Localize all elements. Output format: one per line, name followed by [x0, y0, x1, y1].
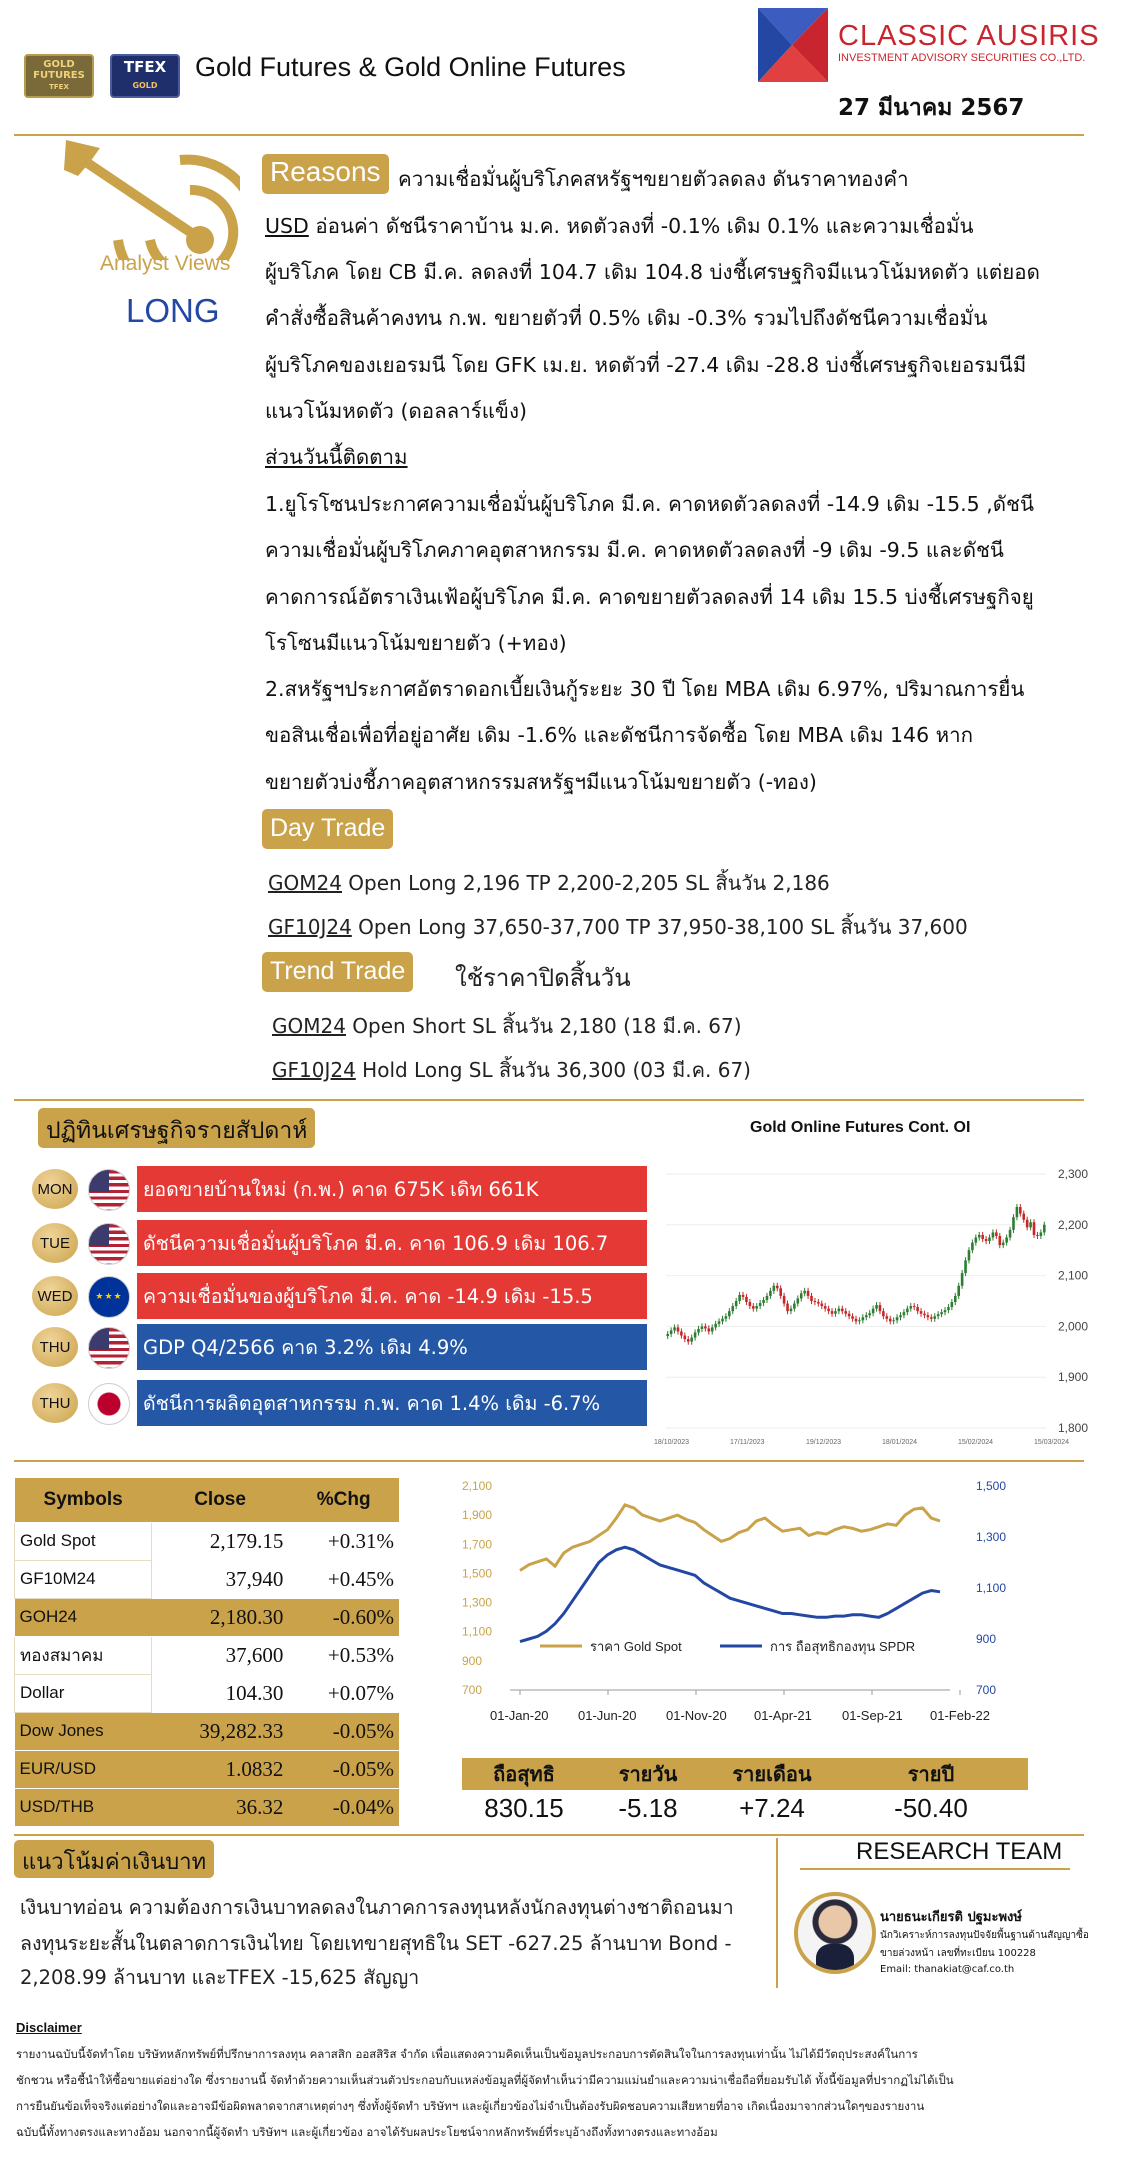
candle-body: [981, 1235, 984, 1239]
header-symbols: Symbols: [15, 1478, 152, 1522]
candle-body: [725, 1316, 728, 1319]
candle-body: [1002, 1243, 1005, 1246]
y-left-tick-label: 900: [462, 1653, 483, 1668]
candle-body: [742, 1295, 745, 1297]
candle-body: [790, 1309, 793, 1312]
candle-body: [810, 1296, 813, 1301]
candle-body: [862, 1317, 865, 1320]
header-close: Close: [152, 1478, 289, 1522]
y-tick-label: 2,200: [1058, 1217, 1089, 1232]
candle-body: [714, 1324, 717, 1328]
candle-body: [666, 1334, 669, 1336]
analyst-caption: Analyst Views: [100, 252, 231, 275]
candle-body: [951, 1302, 954, 1307]
event-text: ยอดขายบ้านใหม่ (ก.พ.) คาด 675K เดิท 661K: [137, 1166, 647, 1212]
candle-body: [735, 1301, 738, 1306]
baht-line-3: 2,208.99 ล้านบาท และTFEX -15,625 สัญญา: [20, 1966, 420, 1989]
candle-body: [954, 1296, 957, 1302]
us-flag-icon: [88, 1169, 130, 1211]
candle-body: [944, 1310, 947, 1312]
y-right-tick-label: 1,100: [976, 1581, 1007, 1595]
analyst-email: Email: thanakiat@caf.co.th: [880, 1964, 1015, 1975]
disclaimer-line-1: รายงานฉบับนี้จัดทำโดย บริษัทหลักทรัพย์ที่ปรึกษาการลงทุน คลาสสิก ออสสิริส จำกัด เพื่อแสดงความคิดเห็นเป็นข้อมูลประกอบการตัดสินใจในการลงทุนเท่านั้น ไม่ได้มีวัตถุประสงค์ในการ: [16, 2047, 918, 2061]
gold-oi-candlestick-chart: [648, 1150, 1118, 1450]
trend-trade-label: Trend Trade: [262, 952, 413, 992]
candle-body: [738, 1295, 741, 1301]
candle-body: [858, 1320, 861, 1321]
day-badge: WED: [32, 1276, 78, 1316]
disclaimer-line-4: ฉบับนี้ทั้งทางตรงและทางอ้อม นอกจากนี้ผู้จัดทำ บริษัทฯ และผู้เกี่ยวข้อง อาจได้รับผลประโยชน์จากหลักทรัพย์ที่ระบุอ้างถึงทั้งทางตรงและทางอ้อม: [16, 2125, 718, 2139]
candle-body: [694, 1332, 697, 1337]
candle-body: [851, 1316, 854, 1319]
candle-body: [793, 1304, 796, 1309]
candle-body: [927, 1315, 930, 1317]
fund-value-net: 830.15: [484, 1792, 564, 1823]
candle-body: [680, 1331, 683, 1335]
candle-body: [800, 1293, 803, 1298]
trend-trade-symbol: GOM24: [272, 1014, 346, 1038]
candle-body: [865, 1315, 868, 1317]
candle-body: [1036, 1235, 1039, 1236]
day-trade-item-1: GOM24 Open Long 2,196 TP 2,200-2,205 SL สิ้นวัน 2,186: [268, 871, 830, 895]
candle-body: [930, 1317, 933, 1319]
candle-body: [773, 1286, 776, 1291]
table-row: ทองสมาคม 37,600 +0.53%: [15, 1636, 400, 1674]
day-trade-label: Day Trade: [262, 809, 393, 849]
watch-line-4: โรโซนมีแนวโน้มขยายตัว (+ทอง): [265, 631, 567, 655]
y-tick-label: 1,900: [1058, 1370, 1089, 1385]
table-row: Dow Jones 39,282.33 -0.05%: [15, 1712, 400, 1750]
y-right-tick-label: 900: [976, 1632, 997, 1646]
candle-body: [807, 1291, 810, 1296]
candle-body: [1043, 1225, 1046, 1233]
calendar-event: [22, 1166, 652, 1212]
analyst-avatar: [794, 1892, 876, 1974]
candle-body: [892, 1320, 895, 1321]
candle-body: [913, 1306, 916, 1307]
candle-body: [886, 1316, 889, 1319]
candle-body: [1029, 1222, 1032, 1227]
candle-body: [779, 1288, 782, 1296]
y-left-tick-label: 2,100: [462, 1479, 493, 1493]
candle-body: [824, 1306, 827, 1309]
x-tick-label: 01-Nov-20: [666, 1708, 727, 1723]
us-flag-icon: [88, 1327, 130, 1369]
candle-body: [995, 1232, 998, 1236]
analyst-view: LONG: [126, 292, 220, 329]
candle-body: [1040, 1232, 1043, 1236]
candle-body: [906, 1309, 909, 1313]
candle-body: [855, 1319, 858, 1322]
candle-body: [920, 1311, 923, 1314]
reasons-headline: ความเชื่อมั่นผู้บริโภคสหรัฐฯขยายตัวลดลง ดันราคาทองคำ: [398, 167, 909, 191]
y-left-tick-label: 700: [462, 1683, 483, 1697]
calendar-event: [22, 1273, 652, 1319]
watch-label: ส่วนวันนี้ติดตาม: [265, 445, 408, 469]
fund-value-yearly: -50.40: [894, 1792, 968, 1823]
candle-body: [1019, 1207, 1022, 1214]
section-divider: [14, 1460, 1084, 1462]
research-divider: [776, 1838, 778, 1988]
y-tick-label: 2,000: [1058, 1319, 1089, 1334]
analyst-role: นักวิเคราะห์การลงทุนปัจจัยพื้นฐานด้านสัญญาซื้อ: [880, 1930, 1089, 1941]
table-row: GF10M24 37,940 +0.45%: [15, 1560, 400, 1598]
candle-body: [762, 1300, 765, 1303]
reason-line-1: USD อ่อนค่า ดัชนีราคาบ้าน ม.ค. หดตัวลงที่ -0.1% เดิม 0.1% และความเชื่อมั่น: [265, 214, 974, 238]
candle-body: [769, 1291, 772, 1296]
calendar-event: [22, 1220, 652, 1266]
candle-body: [903, 1312, 906, 1315]
table-row: EUR/USD 1.0832 -0.05%: [15, 1750, 400, 1788]
candle-body: [937, 1314, 940, 1316]
candle-body: [1022, 1214, 1025, 1220]
brand-subtitle: INVESTMENT ADVISORY SECURITIES CO.,LTD.: [838, 52, 1086, 64]
watch-line-1: 1.ยูโรโซนประกาศความเชื่อมั่นผู้บริโภค มี.ค. คาดหดตัวลดลงที่ -14.9 เดิม -15.5 ,ดัชนี: [265, 492, 1034, 516]
event-text: GDP Q4/2566 คาด 3.2% เดิม 4.9%: [137, 1324, 647, 1370]
day-badge: TUE: [32, 1223, 78, 1263]
candle-body: [690, 1338, 693, 1342]
disclaimer-line-3: การยืนยันข้อเท็จจริงแต่อย่างใดและอาจมีข้อผิดพลาดจากสาเหตุต่างๆ ซึ่งทั้งผู้จัดทำ บริษัทฯ และผู้เกี่ยวข้องไม่จำเป็นต้องรับผิดชอบความเสียหายที่อาจ เกิดเนื่องมาจากส่วนใดๆของรายงาน: [16, 2099, 925, 2113]
analyst-name: นายธนะเกียรติ ปฐมะพงษ์: [880, 1910, 1022, 1925]
page-title: Gold Futures & Gold Online Futures: [195, 52, 626, 82]
baht-line-2: ลงทุนระยะสั้นในตลาดการเงินไทย โดยเทขายสุทธิใน SET -627.25 ล้านบาท Bond -: [20, 1932, 732, 1955]
section-divider: [14, 1834, 1084, 1836]
candle-body: [834, 1311, 837, 1314]
candle-body: [940, 1312, 943, 1314]
candle-body: [896, 1317, 899, 1320]
legend-label: การ ถือสุทธิกองทุน SPDR: [770, 1639, 916, 1654]
y-tick-label: 2,300: [1058, 1167, 1089, 1181]
header-divider: [14, 134, 1084, 136]
candle-body: [707, 1328, 710, 1331]
reason-line-4: ผู้บริโภคของเยอรมนี โดย GFK เม.ย. หดตัวที่ -27.4 เดิม -28.8 บ่งชี้เศรษฐกิจเยอรมนีมี: [265, 353, 1027, 377]
candle-body: [670, 1330, 673, 1334]
candle-body: [848, 1314, 851, 1317]
fund-header-net: ถือสุทธิ: [462, 1758, 586, 1790]
candle-body: [684, 1336, 687, 1340]
candle-body: [899, 1315, 902, 1317]
candle-body: [677, 1327, 680, 1331]
candle-body: [916, 1307, 919, 1311]
event-text: ความเชื่อมั่นของผู้บริโภค มี.ค. คาด -14.9 เดิม -15.5: [137, 1273, 647, 1319]
y-left-tick-label: 1,500: [462, 1566, 493, 1581]
event-text: ดัชนีความเชื่อมั่นผู้บริโภค มี.ค. คาด 106.9 เดิม 106.7: [137, 1220, 647, 1266]
candle-body: [844, 1311, 847, 1314]
baht-label: แนวโน้มค่าเงินบาท: [14, 1840, 214, 1878]
candle-body: [711, 1327, 714, 1331]
candle-body: [701, 1326, 704, 1329]
legend-label: ราคา Gold Spot: [590, 1639, 682, 1654]
candle-body: [718, 1321, 721, 1324]
candle-body: [923, 1314, 926, 1316]
candle-body: [882, 1311, 885, 1316]
candle-body: [1033, 1222, 1036, 1235]
candle-body: [992, 1232, 995, 1237]
table-row: Dollar 104.30 +0.07%: [15, 1674, 400, 1712]
candle-body: [1016, 1207, 1019, 1217]
calendar-label: ปฏิทินเศรษฐกิจรายสัปดาห์: [38, 1108, 315, 1148]
candle-body: [817, 1302, 820, 1304]
calendar-event: [22, 1324, 652, 1370]
candle-body: [786, 1304, 789, 1312]
trend-trade-symbol: GF10J24: [272, 1058, 356, 1082]
reasons-label: Reasons: [262, 154, 389, 194]
reason-line-3: คำสั่งซื้อสินค้าคงทน ก.พ. ขยายตัวที่ 0.5% เดิม -0.3% รวมไปถึงดัชนีความเชื่อมั่น: [265, 306, 988, 330]
header-chg: %Chg: [288, 1478, 399, 1522]
y-left-tick-label: 1,700: [462, 1537, 493, 1552]
oi-chart-title: Gold Online Futures Cont. OI: [750, 1119, 971, 1136]
candle-body: [1012, 1217, 1015, 1230]
calendar-event: [22, 1380, 652, 1426]
candle-body: [978, 1235, 981, 1238]
table-row: USD/THB 36.32 -0.04%: [15, 1788, 400, 1826]
x-tick-label: 01-Feb-22: [930, 1708, 990, 1723]
section-divider: [14, 1099, 1084, 1101]
candle-body: [766, 1296, 769, 1300]
x-tick-label: 15/02/2024: [958, 1439, 994, 1446]
candle-body: [687, 1339, 690, 1342]
tfex-logo: TFEX GOLD: [110, 54, 180, 98]
watch-line-6: ขอสินเชื่อเพื่อที่อยู่อาศัย เดิม -1.6% และดัชนีการจัดซื้อ โดย MBA เดิม 146 หาก: [265, 723, 974, 747]
candle-body: [947, 1307, 950, 1310]
candle-body: [985, 1239, 988, 1241]
x-tick-label: 17/11/2023: [730, 1439, 765, 1446]
candle-body: [827, 1309, 830, 1312]
trend-trade-item-2: GF10J24 Hold Long SL สิ้นวัน 36,300 (03 มี.ค. 67): [272, 1058, 751, 1082]
candle-body: [814, 1301, 817, 1302]
jp-flag-icon: [88, 1383, 130, 1425]
day-trade-symbol: GOM24: [268, 871, 342, 895]
candle-body: [838, 1309, 841, 1312]
brand-name: CLASSIC AUSIRIS: [838, 20, 1100, 52]
price-table: [14, 1478, 399, 1827]
fund-header-monthly: รายเดือน: [710, 1758, 834, 1790]
candle-body: [752, 1306, 755, 1309]
candle-body: [673, 1327, 676, 1330]
day-badge: MON: [32, 1169, 78, 1209]
candle-body: [731, 1306, 734, 1311]
candle-body: [820, 1304, 823, 1307]
candle-body: [957, 1286, 960, 1296]
eu-flag-icon: ★★★: [88, 1276, 130, 1318]
candle-body: [841, 1309, 844, 1312]
candle-body: [875, 1305, 878, 1309]
y-tick-label: 2,100: [1058, 1268, 1089, 1283]
candle-body: [697, 1329, 700, 1333]
candle-body: [831, 1311, 834, 1314]
x-tick-label: 19/12/2023: [806, 1439, 842, 1446]
gold-spdr-line-chart: [440, 1470, 1040, 1750]
gold-futures-logo: GOLD FUTURES TFEX: [24, 54, 94, 98]
candle-body: [971, 1243, 974, 1251]
x-tick-label: 01-Jun-20: [578, 1708, 637, 1723]
day-badge: THU: [32, 1327, 78, 1367]
y-right-tick-label: 1,500: [976, 1479, 1007, 1493]
watch-line-2: ความเชื่อมั่นผู้บริโภคภาคอุตสาหกรรม มี.ค. คาดหดตัวลดลงที่ -9 เดิม -9.5 และดัชนี: [265, 538, 1004, 562]
fund-header-yearly: รายปี: [834, 1758, 1028, 1790]
candle-body: [797, 1298, 800, 1303]
candle-body: [759, 1303, 762, 1306]
disclaimer-title: Disclaimer: [16, 2020, 82, 2035]
candle-body: [783, 1296, 786, 1304]
candle-body: [745, 1297, 748, 1302]
candle-body: [1005, 1238, 1008, 1243]
reason-line-5: แนวโน้มหดตัว (ดอลลาร์แข็ง): [265, 399, 527, 423]
fund-value-daily: -5.18: [618, 1792, 678, 1823]
table-header: [15, 1478, 400, 1522]
research-title-underline: [800, 1868, 1070, 1870]
fund-header-daily: รายวัน: [586, 1758, 710, 1790]
reason-line-2: ผู้บริโภค โดย CB มี.ค. ลดลงที่ 104.7 เดิม 104.8 บ่งชี้เศรษฐกิจมีแนวโน้มหดตัว แต่ยอด: [265, 260, 1040, 284]
trend-trade-note: ใช้ราคาปิดสิ้นวัน: [455, 964, 631, 992]
y-left-tick-label: 1,900: [462, 1508, 493, 1523]
day-trade-item-2: GF10J24 Open Long 37,650-37,700 TP 37,950-38,100 SL สิ้นวัน 37,600: [268, 915, 968, 939]
candle-body: [889, 1319, 892, 1322]
y-left-tick-label: 1,300: [462, 1595, 493, 1610]
candle-body: [968, 1250, 971, 1260]
candle-body: [803, 1291, 806, 1294]
us-flag-icon: [88, 1223, 130, 1265]
day-badge: THU: [32, 1383, 78, 1423]
report-date: 27 มีนาคม 2567: [838, 95, 1025, 121]
table-row: GOH24 2,180.30 -0.60%: [15, 1598, 400, 1636]
candle-body: [998, 1236, 1001, 1245]
series-line: [520, 1547, 940, 1641]
baht-line-1: เงินบาทอ่อน ความต้องการเงินบาทลดลงในภาคการลงทุนหลังนักลงทุนต่างชาติถอนมา: [20, 1896, 734, 1919]
candle-body: [961, 1273, 964, 1286]
disclaimer-line-2: ชักชวน หรือชี้นำให้ซื้อขายแต่อย่างใด ซึ่งรายงานนี้ จัดทำด้วยความเห็นส่วนตัวประกอบกับแหล่งข้อมูลที่ผู้จัดทำเห็นว่ามีความแม่นยำและความน่าเชื่อถือที่ยอมรับได้ ทั้งนี้ข้อมูลที่ปรากฏไม่ได้เป็น: [16, 2073, 954, 2087]
candle-body: [755, 1306, 758, 1309]
series-line: [520, 1505, 940, 1571]
candle-body: [749, 1302, 752, 1306]
candle-body: [975, 1238, 978, 1243]
y-left-tick-label: 1,100: [462, 1624, 493, 1639]
candle-body: [879, 1305, 882, 1311]
event-text: ดัชนีการผลิตอุตสาหกรรม ก.พ. คาด 1.4% เดิม -6.7%: [137, 1380, 647, 1426]
candle-body: [933, 1316, 936, 1319]
x-tick-label: 18/01/2024: [882, 1439, 918, 1446]
x-tick-label: 01-Sep-21: [842, 1708, 903, 1723]
candle-body: [704, 1326, 707, 1328]
x-tick-label: 18/10/2023: [654, 1439, 690, 1446]
candle-body: [872, 1309, 875, 1314]
x-tick-label: 01-Jan-20: [490, 1708, 549, 1723]
x-tick-label: 15/03/2024: [1034, 1439, 1070, 1446]
day-trade-symbol: GF10J24: [268, 915, 352, 939]
candle-body: [776, 1286, 779, 1289]
watch-line-7: ขยายตัวบ่งชี้ภาคอุตสาหกรรมสหรัฐฯมีแนวโน้มขยายตัว (-ทอง): [265, 770, 817, 794]
classic-ausiris-logo: [758, 8, 828, 82]
candle-body: [964, 1260, 967, 1273]
x-tick-label: 01-Apr-21: [754, 1708, 812, 1723]
candle-body: [728, 1311, 731, 1316]
fund-value-monthly: +7.24: [739, 1792, 805, 1823]
watch-line-3: คาดการณ์อัตราเงินเฟ้อผู้บริโภค มี.ค. คาดขยายตัวลดลงที่ 14 เดิม 15.5 บ่งชี้เศรษฐกิจยู: [265, 585, 1034, 609]
table-row: Gold Spot 2,179.15 +0.31%: [15, 1522, 400, 1560]
watch-line-5: 2.สหรัฐฯประกาศอัตราดอกเบี้ยเงินกู้ระยะ 30 ปี โดย MBA เดิม 6.97%, ปริมาณการยื่น: [265, 677, 1025, 701]
candle-body: [988, 1238, 991, 1242]
candle-body: [1026, 1220, 1029, 1228]
usd-label: USD: [265, 214, 309, 238]
candle-body: [868, 1313, 871, 1315]
y-right-tick-label: 700: [976, 1683, 997, 1697]
candle-body: [909, 1306, 912, 1309]
analyst-reg: ขายล่วงหน้า เลขที่ทะเบียน 100228: [880, 1948, 1036, 1959]
target-arrow-icon: [60, 140, 240, 260]
candle-body: [1009, 1230, 1012, 1238]
research-team-title: RESEARCH TEAM: [856, 1838, 1063, 1865]
candle-body: [721, 1319, 724, 1322]
y-tick-label: 1,800: [1058, 1421, 1089, 1435]
y-right-tick-label: 1,300: [976, 1530, 1007, 1544]
trend-trade-item-1: GOM24 Open Short SL สิ้นวัน 2,180 (18 มี.ค. 67): [272, 1014, 742, 1038]
